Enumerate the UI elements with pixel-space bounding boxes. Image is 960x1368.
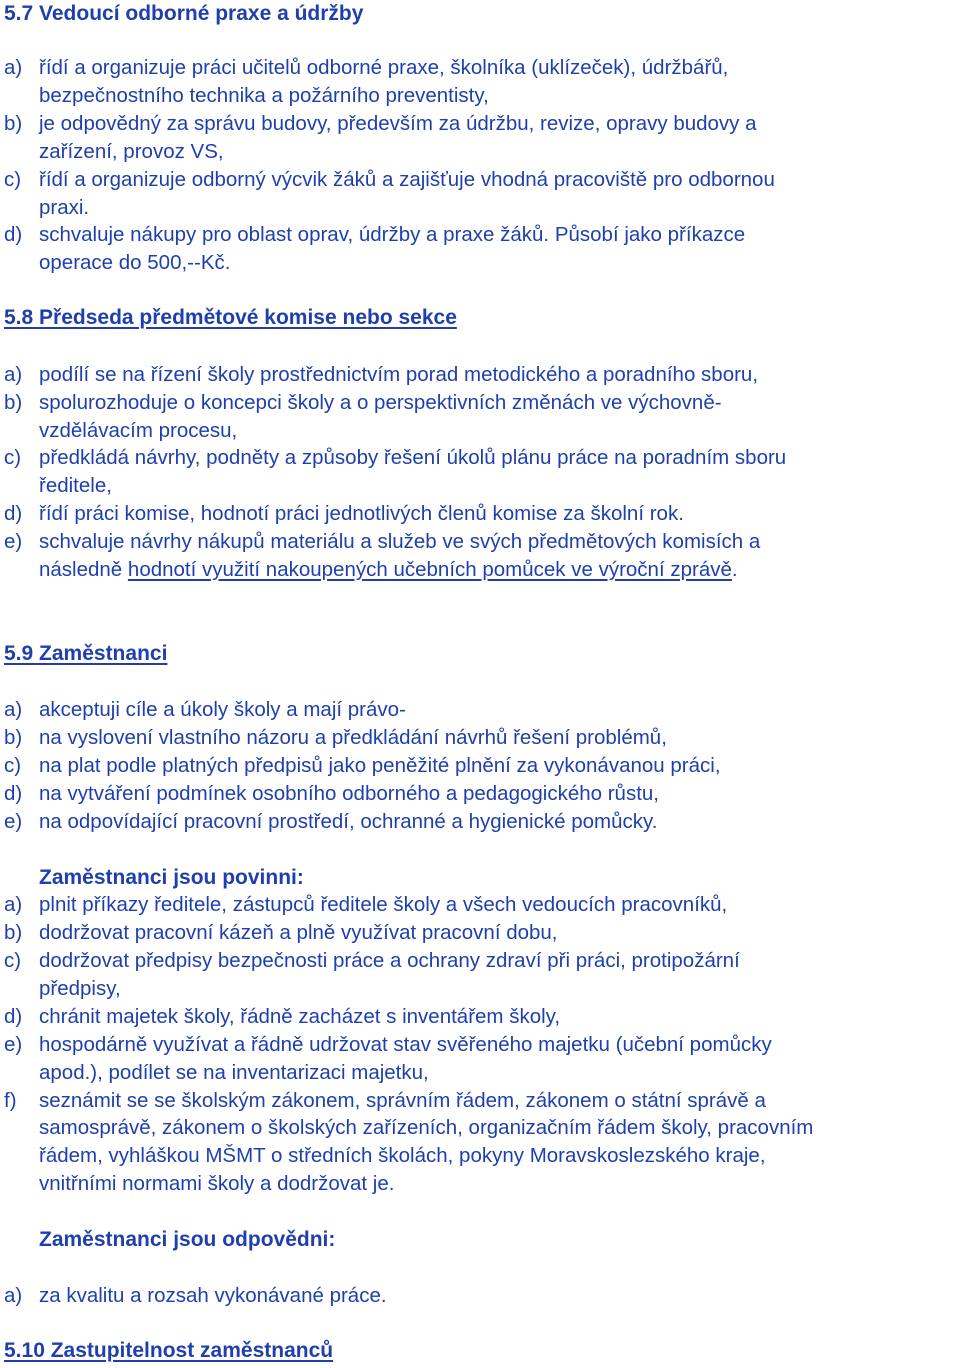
- list-item: [4, 221, 958, 248]
- item-label: d): [4, 782, 23, 805]
- item-text: ředitele,: [39, 474, 112, 497]
- list-item: [4, 110, 958, 137]
- list-item: [4, 724, 958, 751]
- item-text: seznámit se se školským zákonem, správním řádem, zákonem o státní správě a: [39, 1089, 766, 1112]
- list-item: [4, 417, 958, 444]
- item-label: [4, 82, 39, 109]
- item-label: d): [4, 502, 23, 525]
- item-label: b): [4, 726, 23, 749]
- item-text: bezpečnostního technika a požárního preventisty,: [39, 84, 489, 107]
- item-label: [4, 1114, 39, 1141]
- item-text: akceptuji cíle a úkoly školy a mají právo-: [39, 698, 406, 721]
- responsibility-title: Zaměstnanci jsou odpovědni:: [39, 1228, 336, 1251]
- section-5-8-title: 5.8 Předseda předmětové komise nebo sekce: [4, 306, 457, 329]
- list-item: [4, 808, 958, 835]
- list-item: [4, 472, 958, 499]
- list-item: [4, 1142, 958, 1169]
- item-text-plain: následně: [39, 558, 128, 581]
- item-text: řídí a organizuje odborný výcvik žáků a zajišťuje vhodná pracoviště pro odbornou: [39, 168, 775, 191]
- list-item: [4, 54, 958, 81]
- list-item: [4, 891, 958, 918]
- item-label: f): [4, 1089, 17, 1112]
- item-label: a): [4, 698, 23, 721]
- item-text: operace do 500,--Kč.: [39, 251, 231, 274]
- item-text: je odpovědný za správu budovy, především za údržbu, revize, opravy budovy a: [39, 112, 757, 135]
- list-item: [4, 389, 958, 416]
- item-text-underlined: hodnotí využití nakoupených učebních pomůcek ve výroční zprávě: [127, 558, 732, 581]
- item-label: e): [4, 810, 23, 833]
- item-label: b): [4, 391, 23, 414]
- list-item: [4, 696, 958, 723]
- item-label: a): [4, 363, 23, 386]
- item-label: a): [4, 893, 23, 916]
- item-text: předpisy,: [39, 977, 121, 1000]
- item-text: řídí a organizuje práci učitelů odborné praxe, školníka (uklízeček), údržbářů,: [39, 56, 729, 79]
- item-label: a): [4, 1284, 23, 1307]
- item-text-end: .: [731, 558, 738, 581]
- item-label: [4, 472, 39, 499]
- item-text: plnit příkazy ředitele, zástupců ředitele školy a všech vedoucích pracovníků,: [39, 893, 728, 916]
- item-text: na odpovídající pracovní prostředí, ochranné a hygienické pomůcky.: [39, 810, 658, 833]
- duties-title: Zaměstnanci jsou povinni:: [39, 866, 304, 889]
- item-text: schvaluje návrhy nákupů materiálu a služeb ve svých předmětových komisích a: [39, 530, 761, 553]
- list-item: [4, 780, 958, 807]
- list-item: [4, 194, 958, 221]
- item-label: d): [4, 1005, 23, 1028]
- item-text: dodržovat předpisy bezpečnosti práce a ochrany zdraví při práci, protipožární: [39, 949, 740, 972]
- item-label: [4, 975, 39, 1002]
- item-text: [39, 556, 958, 583]
- list-item: [4, 1282, 958, 1309]
- list-item: [4, 138, 958, 165]
- item-label: [4, 556, 39, 583]
- item-text: apod.), podílet se na inventarizaci majetku,: [39, 1061, 429, 1084]
- item-text: na plat podle platných předpisů jako peněžité plnění za vykonávanou práci,: [39, 754, 721, 777]
- item-label: c): [4, 754, 22, 777]
- item-label: [4, 249, 39, 276]
- item-text: spolurozhoduje o koncepci školy a o perspektivních změnách ve výchovně-: [39, 391, 722, 414]
- item-text: dodržovat pracovní kázeň a plně využívat pracovní dobu,: [39, 921, 558, 944]
- item-text: řídí práci komise, hodnotí práci jednotlivých členů komise za školní rok.: [39, 502, 684, 525]
- item-label: e): [4, 1033, 23, 1056]
- item-label: b): [4, 921, 23, 944]
- item-text: chránit majetek školy, řádně zacházet s inventářem školy,: [39, 1005, 561, 1028]
- item-text: praxi.: [39, 196, 90, 219]
- list-item: [4, 1170, 958, 1197]
- list-item: [4, 556, 958, 583]
- item-text: zařízení, provoz VS,: [39, 140, 224, 163]
- list-item: [4, 166, 958, 193]
- item-label: [4, 417, 39, 444]
- list-item: [4, 1087, 958, 1114]
- item-text: samosprávě, zákonem o školských zařízeních, organizačním řádem školy, pracovním: [39, 1116, 814, 1139]
- list-item: [4, 444, 958, 471]
- list-item: [4, 1003, 958, 1030]
- item-label: [4, 138, 39, 165]
- item-label: b): [4, 112, 23, 135]
- item-label: a): [4, 56, 23, 79]
- list-item: [4, 1114, 958, 1141]
- item-label: e): [4, 530, 23, 553]
- section-5-9-title: 5.9 Zaměstnanci: [4, 642, 168, 665]
- section-5-10-title: 5.10 Zastupitelnost zaměstnanců: [4, 1339, 334, 1362]
- item-label: d): [4, 223, 23, 246]
- list-item: [4, 975, 958, 1002]
- item-text: vnitřními normami školy a dodržovat je.: [39, 1172, 395, 1195]
- item-label: c): [4, 949, 22, 972]
- section-5-7-title: 5.7 Vedoucí odborné praxe a údržby: [4, 2, 364, 25]
- list-item: [4, 752, 958, 779]
- item-label: [4, 1142, 39, 1169]
- item-text: řádem, vyhláškou MŠMT o středních školách, pokyny Moravskoslezského kraje,: [39, 1144, 766, 1167]
- list-item: [4, 919, 958, 946]
- item-label: c): [4, 446, 22, 469]
- list-item: [4, 528, 958, 555]
- item-label: [4, 1170, 39, 1197]
- item-label: [4, 1059, 39, 1086]
- list-item: [4, 361, 958, 388]
- list-item: [4, 82, 958, 109]
- item-text: hospodárně využívat a řádně udržovat stav svěřeného majetku (učební pomůcky: [39, 1033, 772, 1056]
- item-label: [4, 194, 39, 221]
- list-item: [4, 249, 958, 276]
- item-text: vzdělávacím procesu,: [39, 419, 238, 442]
- list-item: [4, 947, 958, 974]
- list-item: [4, 1031, 958, 1058]
- list-item: [4, 1059, 958, 1086]
- item-text: schvaluje nákupy pro oblast oprav, údržby a praxe žáků. Působí jako příkazce: [39, 223, 746, 246]
- item-text: na vytváření podmínek osobního odborného a pedagogického růstu,: [39, 782, 659, 805]
- list-item: [4, 500, 958, 527]
- item-text: na vyslovení vlastního názoru a předkládání návrhů řešení problémů,: [39, 726, 667, 749]
- item-text: předkládá návrhy, podněty a způsoby řešení úkolů plánu práce na poradním sboru: [39, 446, 787, 469]
- item-text: za kvalitu a rozsah vykonávané práce.: [39, 1284, 387, 1307]
- item-label: c): [4, 168, 22, 191]
- item-text: podílí se na řízení školy prostřednictvím porad metodického a poradního sboru,: [39, 363, 759, 386]
